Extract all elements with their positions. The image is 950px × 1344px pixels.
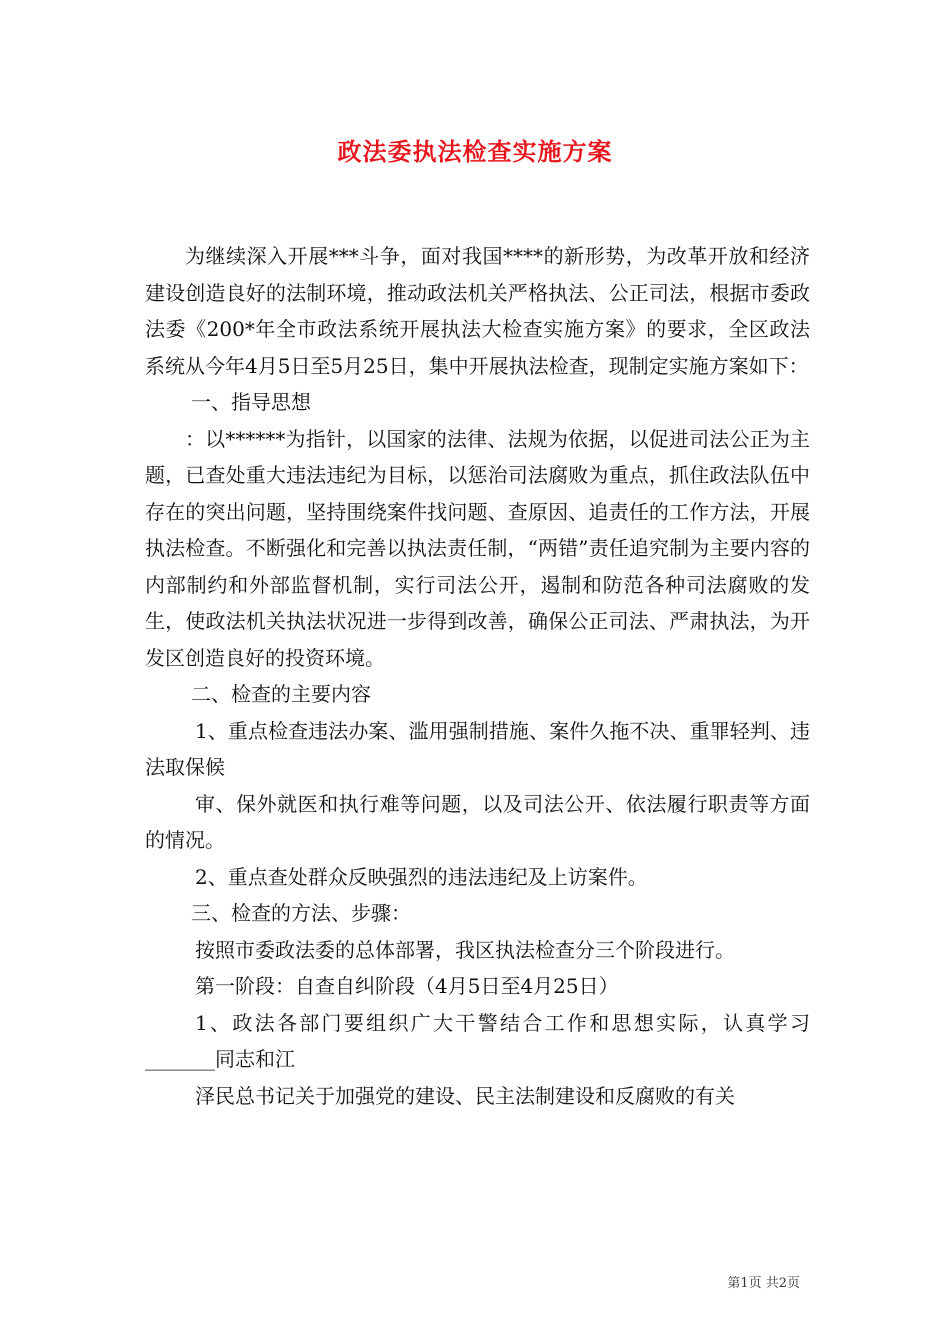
section-heading-guiding-ideology: 一、指导思想 [191, 390, 311, 414]
phase-one-heading: 第一阶段：自查自纠阶段（4月5日至4月25日） [195, 974, 619, 998]
guiding-ideology-paragraph: ：以******为指针，以国家的法律、法规为依据，以促进司法公正为主题，已查处重大违法违纪为目标，以惩治司法腐败为重点，抓住政法队伍中存在的突出问题，坚持围绕案件找问题、查原因、追责任的工作方法，开展执法检查。不断强化和完善以执法责任制，“两错”责任追究制为主要内容的内部制约和外部监督机制，实行司法公开，遏制和防范各种司法腐败的发生，使政法机关执法状况进一步得到改善，确保公正司法、严肃执法，为开发区创造良好的投资环境。 [145, 426, 810, 670]
content-item-1: 1、重点检查违法办案、滥用强制措施、案件久拖不决、重罪轻判、违法取保候 [145, 718, 810, 779]
phase-one-item-1-continued: 泽民总书记关于加强党的建设、民主法制建设和反腐败的有关 [195, 1083, 735, 1108]
methods-paragraph: 按照市委政法委的总体部署，我区执法检查分三个阶段进行。 [195, 937, 735, 962]
content-item-2: 2、重点查处群众反映强烈的违法违纪及上访案件。 [195, 864, 648, 889]
section-heading-methods: 三、检查的方法、步骤： [191, 901, 411, 925]
content-item-1-continued: 审、保外就医和执行难等问题，以及司法公开、依法履行职责等方面的情况。 [145, 791, 810, 852]
intro-paragraph: 为继续深入开展***斗争，面对我国****的新形势，为改革开放和经济建设创造良好的法制环境，推动政法机关严格执法、公正司法，根据市委政法委《200*年全市政法系统开展执法大检查实施方案》的要求，全区政法系统从今年4月5日至5月25日，集中开展执法检查，现制定实施方案如下： [145, 244, 810, 378]
page-number-footer: 第1页 共2页 [727, 1276, 800, 1291]
section-heading-main-content: 二、检查的主要内容 [191, 682, 371, 706]
document-title: 政法委执法检查实施方案 [337, 137, 613, 166]
phase-one-item-1: 1、政法各部门要组织广大干警结合工作和思想实际，认真学习_______同志和江 [145, 1010, 810, 1071]
document-body [145, 238, 810, 1114]
